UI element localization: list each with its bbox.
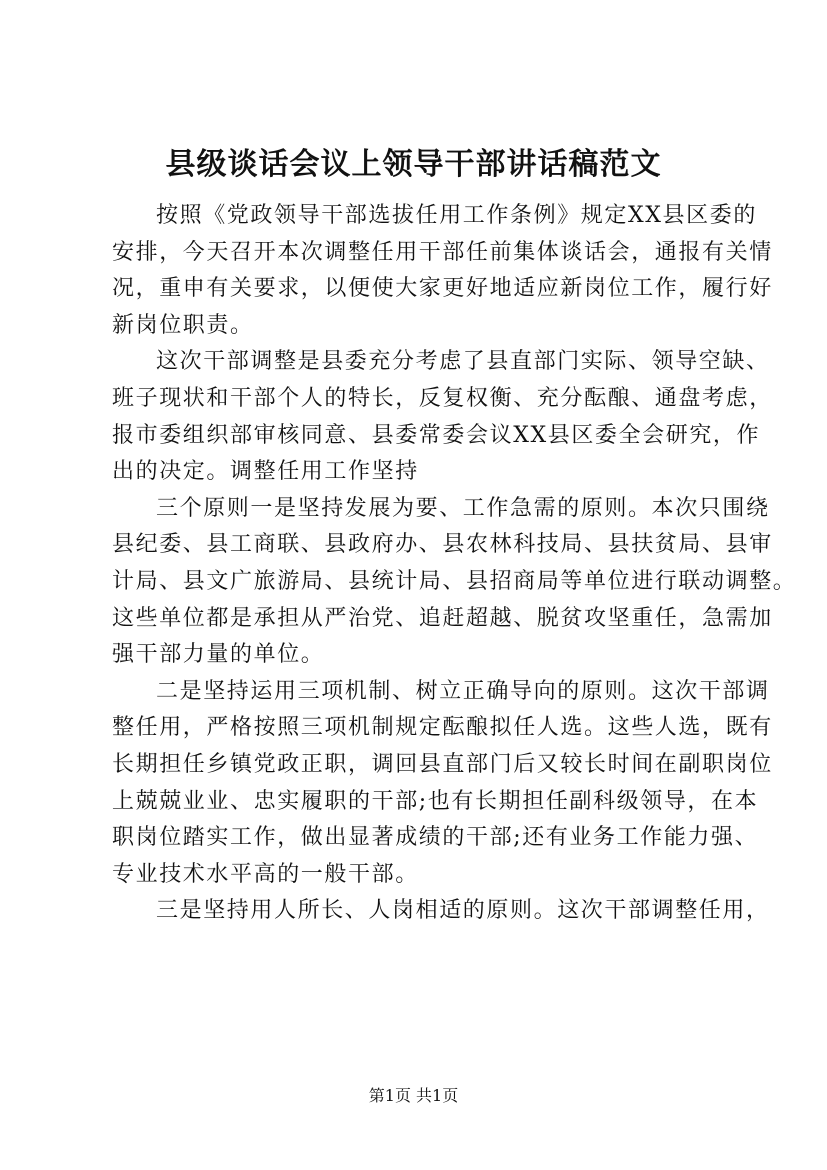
paragraph-line: 安排，今天召开本次调整任用干部任前集体谈话会，通报有关情: [112, 239, 773, 265]
paragraph-line: 职岗位踏实工作，做出显著成绩的干部;还有业务工作能力强、: [112, 825, 759, 851]
paragraph-line: 这些单位都是承担从严治党、追赶超越、脱贫攻坚重任，急需加: [112, 605, 773, 631]
paragraph-line: 三个原则一是坚持发展为要、工作急需的原则。本次只围绕: [156, 495, 770, 521]
paragraph-line: 二是坚持运用三项机制、树立正确导向的原则。这次干部调: [156, 678, 770, 704]
page-footer: 第1页 共1页: [368, 1086, 459, 1105]
paragraph-line: 这次干部调整是县委充分考虑了县直部门实际、领导空缺、: [156, 349, 770, 375]
paragraph-line: 上兢兢业业、忠实履职的干部;也有长期担任副科级领导，在本: [112, 788, 759, 814]
paragraph-line: 长期担任乡镇党政正职，调回县直部门后又较长时间在副职岗位: [112, 751, 773, 777]
document-body: [112, 198, 797, 930]
document-title: 县级谈话会议上领导干部讲话稿范文: [165, 147, 662, 182]
paragraph-line: 整任用，严格按照三项机制规定酝酿拟任人选。这些人选，既有: [112, 715, 773, 741]
paragraph-line: 强干部力量的单位。: [112, 642, 325, 668]
paragraph-line: 计局、县文广旅游局、县统计局、县招商局等单位进行联动调整。: [112, 568, 797, 594]
paragraph-line: 出的决定。调整任用工作坚持: [112, 459, 419, 485]
paragraph-line: 班子现状和干部个人的特长，反复权衡、充分酝酿、通盘考虑，: [112, 385, 773, 411]
paragraph-line: 况，重申有关要求，以便使大家更好地适应新岗位工作，履行好: [112, 276, 773, 302]
paragraph-line: 报市委组织部审核同意、县委常委会议XX县区委全会研究，作: [112, 422, 761, 448]
paragraph-line: 新岗位职责。: [112, 312, 254, 338]
paragraph-line: 按照《党政领导干部选拔任用工作条例》规定XX县区委的: [156, 203, 757, 228]
paragraph-line: 专业技术水平高的一般干部。: [112, 861, 419, 887]
paragraph-line: 三是坚持用人所长、人岗相适的原则。这次干部调整任用，: [156, 898, 770, 924]
paragraph-line: 县纪委、县工商联、县政府办、县农林科技局、县扶贫局、县审: [112, 532, 773, 558]
